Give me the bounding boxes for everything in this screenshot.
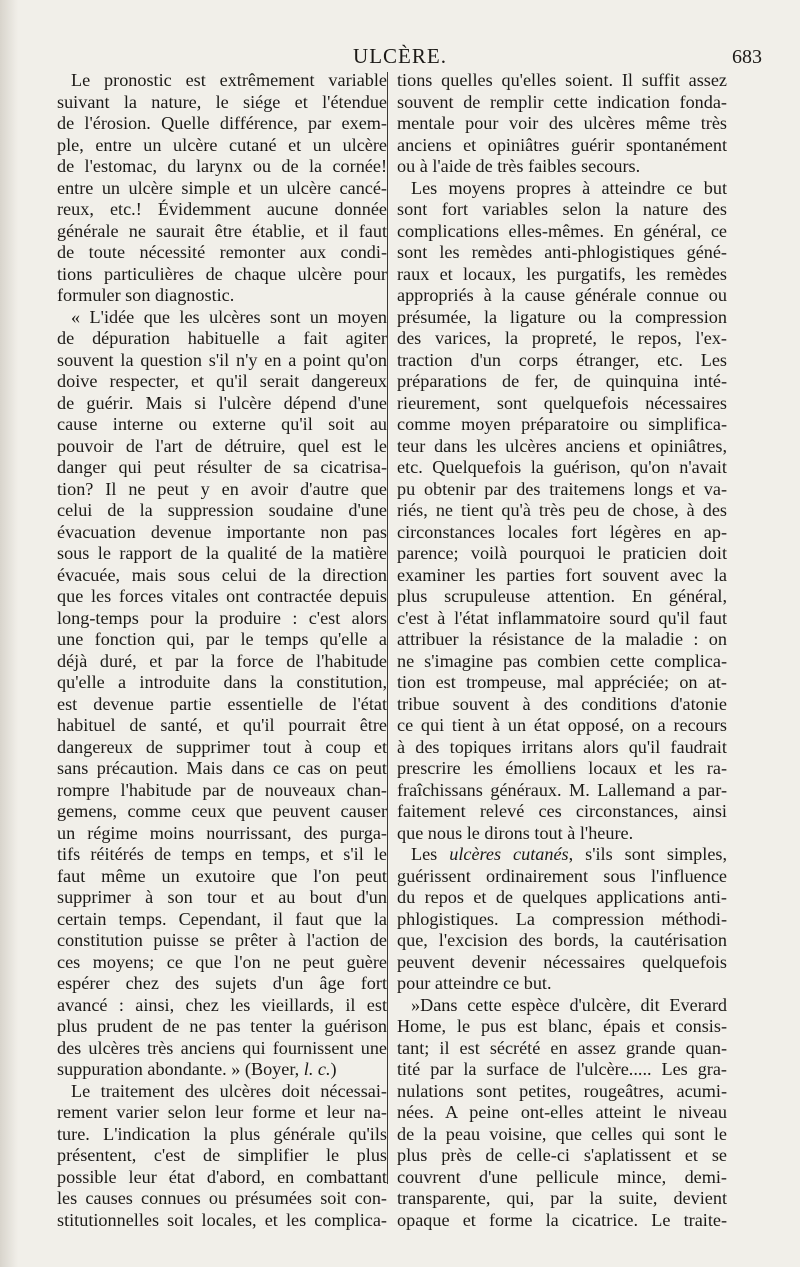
text-run: pouvoir de l'art de détruire, quel est le	[57, 435, 387, 456]
text-line	[397, 952, 727, 974]
text-run: tifs réitérés de temps en temps, et s'il le	[57, 844, 387, 864]
text-line	[397, 844, 727, 866]
text-run: dangereux de supprimer tout à coup et	[57, 736, 387, 757]
text-line	[397, 866, 727, 888]
text-line	[397, 178, 727, 200]
text-run: ce qui tient à un état opposé, on a recours	[397, 715, 727, 735]
text-line	[57, 371, 387, 393]
text-run: attribuer la résistance de la maladie : on	[397, 629, 727, 649]
running-header-title: ULCÈRE.	[353, 44, 447, 68]
text-run: tion? Il ne peut y en avoir d'autre que	[57, 478, 387, 499]
text-run: souvent la question s'il n'y en a point qu'on	[57, 349, 387, 370]
text-run: que, l'excision des bords, la cautérisation	[397, 930, 727, 950]
text-run: reux, etc.! Évidemment aucune donnée	[57, 199, 387, 219]
text-run: générale ne saurait être établie, et il faut	[57, 220, 387, 241]
text-line	[57, 608, 387, 630]
text-run: parence; voilà pourquoi le praticien doit	[397, 543, 727, 563]
text-run: ces moyens; ce que l'on ne peut guère	[57, 951, 387, 972]
text-line	[57, 1016, 387, 1038]
text-line	[57, 823, 387, 845]
text-run: les causes connues ou présumées soit con-	[57, 1188, 387, 1208]
text-line	[397, 285, 727, 307]
text-run: plus prudent de ne pas tenter la guérison	[57, 1016, 387, 1036]
text-line	[397, 522, 727, 544]
text-run: examiner les parties fort souvent avec la	[397, 564, 727, 585]
text-line	[57, 221, 387, 243]
text-line	[397, 823, 727, 845]
text-run: Le traitement des ulcères doit nécessai-	[71, 1080, 387, 1101]
italic-run: ulcères cutanés	[449, 844, 569, 864]
text-line	[397, 737, 727, 759]
text-run: présentent, c'est de simplifier le plus	[57, 1145, 387, 1165]
text-run: rement varier selon leur forme et leur na-	[57, 1102, 387, 1122]
text-line	[397, 479, 727, 501]
text-line	[397, 608, 727, 630]
text-line	[397, 500, 727, 522]
text-run: circonstances locales fort légères en ap-	[397, 521, 727, 542]
text-run: rompre l'habitude par de nouveaux chan-	[57, 779, 387, 800]
text-line	[57, 1059, 387, 1081]
text-line	[57, 952, 387, 974]
text-run: guérissent ordinairement sous l'influence	[397, 865, 727, 886]
text-line	[397, 715, 727, 737]
text-run: de l'érosion. Quelle différence, par exem-	[57, 113, 387, 133]
text-run: mentale pour voir des ulcères même très	[397, 113, 727, 133]
text-run: plus près de celle-ci s'aplatissent et se	[397, 1145, 727, 1165]
text-run: un régime moins nourrissant, des purga-	[57, 822, 387, 843]
italic-run: l. c.	[303, 1059, 331, 1079]
text-run: de toute nécessité remonter aux condi-	[57, 242, 387, 262]
text-run: présumée, la ligature ou la compression	[397, 306, 727, 327]
text-line	[57, 1081, 387, 1103]
text-run: à des topiques irritans alors qu'il faudrait	[397, 736, 727, 757]
text-line	[57, 328, 387, 350]
column-divider	[387, 72, 388, 1184]
text-line	[57, 629, 387, 651]
text-line	[57, 694, 387, 716]
text-run: cause interne ou externe qu'il soit au	[57, 414, 387, 434]
text-run: déjà duré, et par la force de l'habitude	[57, 650, 387, 671]
text-run: de la peau voisine, que celles qui sont le	[397, 1123, 727, 1144]
text-run: avancé : ainsi, chez les vieillards, il est	[57, 994, 387, 1015]
text-run: ture. L'indication la plus générale qu'ils	[57, 1123, 387, 1144]
text-run: gemens, comme ceux que peuvent causer	[57, 801, 387, 821]
text-line	[57, 242, 387, 264]
text-run: espérer chez des sujets d'un âge fort	[57, 973, 387, 993]
text-run: »Dans cette espèce d'ulcère, dit Everard	[411, 994, 727, 1015]
text-line	[57, 70, 387, 92]
text-line	[57, 737, 387, 759]
text-line	[397, 780, 727, 802]
text-line	[57, 1124, 387, 1146]
text-line	[57, 973, 387, 995]
text-line	[397, 694, 727, 716]
text-line	[57, 930, 387, 952]
text-run: appropriés à la cause générale connue ou	[397, 285, 727, 305]
text-run: faitement relevé ces circonstances, ainsi	[397, 801, 727, 821]
text-run: sont fort variables selon la nature des	[397, 199, 727, 219]
text-run: sont les remèdes anti-phlogistiques géné-	[397, 242, 727, 262]
text-line	[57, 414, 387, 436]
text-line	[397, 307, 727, 329]
text-line	[57, 1038, 387, 1060]
text-run: opaque et forme la cicatrice. Le traite-	[397, 1209, 727, 1230]
text-line	[397, 70, 727, 92]
text-line	[57, 113, 387, 135]
text-run: ou à l'aide de très faibles secours.	[397, 156, 641, 176]
text-run: des varices, la propreté, le repos, l'ex-	[397, 328, 727, 348]
text-run: stitutionnelles soit locales, et les complica-	[57, 1209, 387, 1230]
text-run: fraîchissans généraux. M. Lallemand a par-	[397, 779, 727, 800]
text-run: certain temps. Cependant, il faut que la	[57, 908, 387, 929]
text-line	[57, 285, 387, 307]
text-run: faut même un exutoire que l'on peut	[57, 865, 387, 886]
text-run: évacuée, mais sous celui de la direction	[57, 564, 387, 585]
text-line	[397, 1124, 727, 1146]
text-run: couvrent d'une pellicule mince, demi-	[397, 1166, 727, 1187]
text-run: phlogistiques. La compression méthodi-	[397, 908, 727, 929]
text-line	[57, 92, 387, 114]
text-line	[397, 995, 727, 1017]
text-line	[57, 715, 387, 737]
text-line	[397, 1059, 727, 1081]
text-line	[57, 1167, 387, 1189]
text-line	[397, 1102, 727, 1124]
text-run: sous le rapport de la qualité de la matière	[57, 543, 387, 563]
text-line	[397, 135, 727, 157]
text-run: tité par la surface de l'ulcère..... Les gra-	[397, 1059, 727, 1079]
text-run: des ulcères très anciens qui fournissent une	[57, 1037, 387, 1058]
text-line	[57, 135, 387, 157]
page-number: 683	[732, 46, 762, 68]
text-run: de guérir. Mais si l'ulcère dépend d'une	[57, 392, 387, 413]
text-run: )	[330, 1059, 337, 1079]
text-run: supprimer à son tour et au bout d'un	[57, 887, 387, 907]
text-run: préparations de fer, de quinquina inté-	[397, 371, 727, 391]
text-line	[57, 350, 387, 372]
text-run: que nous le dirons tout à l'heure.	[397, 822, 634, 843]
text-run: suppuration abondante. » (Boyer,	[57, 1059, 304, 1079]
text-run: riés, ne tient qu'à très peu de chose, à des	[397, 500, 727, 520]
text-run: qu'elle a introduite dans la constitution,	[57, 672, 387, 692]
text-run: transparente, qui, par la suite, devient	[397, 1188, 727, 1208]
text-line	[57, 436, 387, 458]
text-run: , s'ils sont simples,	[568, 844, 727, 864]
text-run: constitution puisse se prêter à l'action de	[57, 930, 387, 950]
text-run: traction d'un corps étranger, etc. Les	[397, 349, 727, 370]
text-line	[57, 672, 387, 694]
text-line	[57, 500, 387, 522]
text-run: habituel de santé, et qu'il pourrait être	[57, 715, 387, 735]
text-line	[57, 995, 387, 1017]
text-line	[397, 371, 727, 393]
text-line	[397, 1210, 727, 1232]
text-line	[397, 1145, 727, 1167]
text-run: c'est à l'état inflammatoire sourd qu'il faut	[397, 607, 727, 628]
text-line	[397, 758, 727, 780]
text-line	[397, 1016, 727, 1038]
text-line	[57, 758, 387, 780]
text-line	[57, 1188, 387, 1210]
text-run: « L'idée que les ulcères sont un moyen	[71, 306, 387, 327]
text-line	[57, 178, 387, 200]
text-line	[57, 522, 387, 544]
text-run: comme moyen préparatoire ou simplifica-	[397, 414, 727, 434]
text-run: souvent de remplir cette indication fonda-	[397, 91, 727, 112]
text-line	[57, 393, 387, 415]
text-line	[397, 565, 727, 587]
text-run: que les forces vitales ont contractée depuis	[57, 586, 387, 606]
text-line	[397, 801, 727, 823]
page-spine-shadow	[0, 0, 18, 1267]
text-line	[57, 1210, 387, 1232]
text-line	[57, 586, 387, 608]
text-line	[57, 307, 387, 329]
text-line	[57, 887, 387, 909]
text-run: formuler son diagnostic.	[57, 285, 235, 305]
text-line	[397, 393, 727, 415]
text-run: teur dans les ulcères anciens et opiniâtres,	[397, 435, 727, 456]
text-run: raux et locaux, les purgatifs, les remèdes	[397, 263, 727, 284]
text-line	[397, 113, 727, 135]
text-line	[397, 930, 727, 952]
text-run: rieurement, sont quelquefois nécessaires	[397, 392, 727, 413]
text-line	[397, 543, 727, 565]
left-text-column	[57, 70, 387, 1231]
text-run: du repos et de quelques applications anti-	[397, 887, 727, 907]
text-run: Home, le pus est blanc, épais et consis-	[397, 1016, 727, 1036]
text-run: anciens et opiniâtres guérir spontanément	[397, 134, 727, 155]
text-run: tant; il est sécrété en assez grande quan-	[397, 1037, 727, 1058]
text-run: tion est trompeuse, mal appréciée; on at-	[397, 672, 727, 692]
text-line	[57, 543, 387, 565]
text-line	[57, 844, 387, 866]
text-line	[397, 414, 727, 436]
text-run: plus scrupuleuse attention. En général,	[397, 586, 727, 606]
text-run: entre un ulcère simple et un ulcère cancé-	[57, 177, 387, 198]
text-line	[397, 264, 727, 286]
text-line	[57, 1102, 387, 1124]
text-run: tions quelles qu'elles soient. Il suffit assez	[397, 70, 727, 90]
text-line	[397, 92, 727, 114]
text-line	[57, 264, 387, 286]
text-run: tribue souvent à des conditions d'atonie	[397, 693, 727, 714]
text-line	[57, 651, 387, 673]
text-run: etc. Quelquefois la guérison, qu'on n'avait	[397, 457, 727, 477]
text-line	[397, 1188, 727, 1210]
text-run: suivant la nature, le siége et l'étendue	[57, 91, 387, 112]
text-line	[397, 436, 727, 458]
text-line	[57, 565, 387, 587]
text-line	[397, 1167, 727, 1189]
text-line	[397, 328, 727, 350]
text-run: pu obtenir par des traitemens longs et va-	[397, 478, 727, 499]
text-line	[397, 199, 727, 221]
text-run: long-temps pour la produire : c'est alors	[57, 607, 387, 628]
text-run: Les	[411, 844, 450, 864]
text-line	[397, 350, 727, 372]
text-run: celui de la suppression soudaine d'une	[57, 500, 387, 520]
right-text-column	[397, 70, 727, 1231]
text-run: ple, entre un ulcère cutané et un ulcère	[57, 134, 387, 155]
text-line	[57, 909, 387, 931]
text-line	[397, 629, 727, 651]
text-line	[397, 242, 727, 264]
text-run: complications elles-mêmes. En général, ce	[397, 220, 727, 241]
text-run: nulations sont petites, rougeâtres, acumi-	[397, 1080, 727, 1101]
text-run: pour atteindre ce but.	[397, 973, 552, 993]
text-run: ne s'imagine pas combien cette complica-	[397, 650, 727, 671]
text-line	[397, 156, 727, 178]
text-line	[397, 909, 727, 931]
text-line	[397, 1081, 727, 1103]
text-run: possible leur état d'abord, en combattant	[57, 1166, 387, 1187]
text-line	[397, 672, 727, 694]
text-line	[397, 651, 727, 673]
text-line	[397, 973, 727, 995]
text-run: une fonction qui, par le temps qu'elle a	[57, 629, 387, 649]
text-run: Les moyens propres à atteindre ce but	[411, 177, 727, 198]
text-line	[57, 479, 387, 501]
text-run: danger qui peut résulter de sa cicatrisa-	[57, 457, 387, 477]
text-line	[397, 221, 727, 243]
text-line	[397, 457, 727, 479]
text-run: tions particulières de chaque ulcère pour	[57, 263, 387, 284]
text-run: est devenue partie essentielle de l'état	[57, 693, 387, 714]
text-run: prescrire les émolliens locaux et les ra-	[397, 758, 727, 778]
text-run: sans précaution. Mais dans ce cas on peut	[57, 758, 387, 778]
text-run: nées. A peine ont-elles atteint le niveau	[397, 1102, 727, 1122]
text-run: doive respecter, et qu'il serait dangereux	[57, 371, 387, 391]
text-line	[57, 801, 387, 823]
text-line	[397, 887, 727, 909]
text-line	[57, 866, 387, 888]
text-run: peuvent devenir nécessaires quelquefois	[397, 951, 727, 972]
text-line	[57, 199, 387, 221]
text-line	[57, 457, 387, 479]
text-line	[57, 1145, 387, 1167]
text-line	[57, 780, 387, 802]
text-line	[397, 1038, 727, 1060]
text-run: de l'estomac, du larynx ou de la cornée!	[57, 156, 387, 176]
text-line	[397, 586, 727, 608]
text-run: Le pronostic est extrêmement variable	[71, 70, 387, 90]
text-line	[57, 156, 387, 178]
text-run: de dépuration habituelle a fait agiter	[57, 328, 387, 348]
text-run: évacuation devenue importante non pas	[57, 521, 387, 542]
